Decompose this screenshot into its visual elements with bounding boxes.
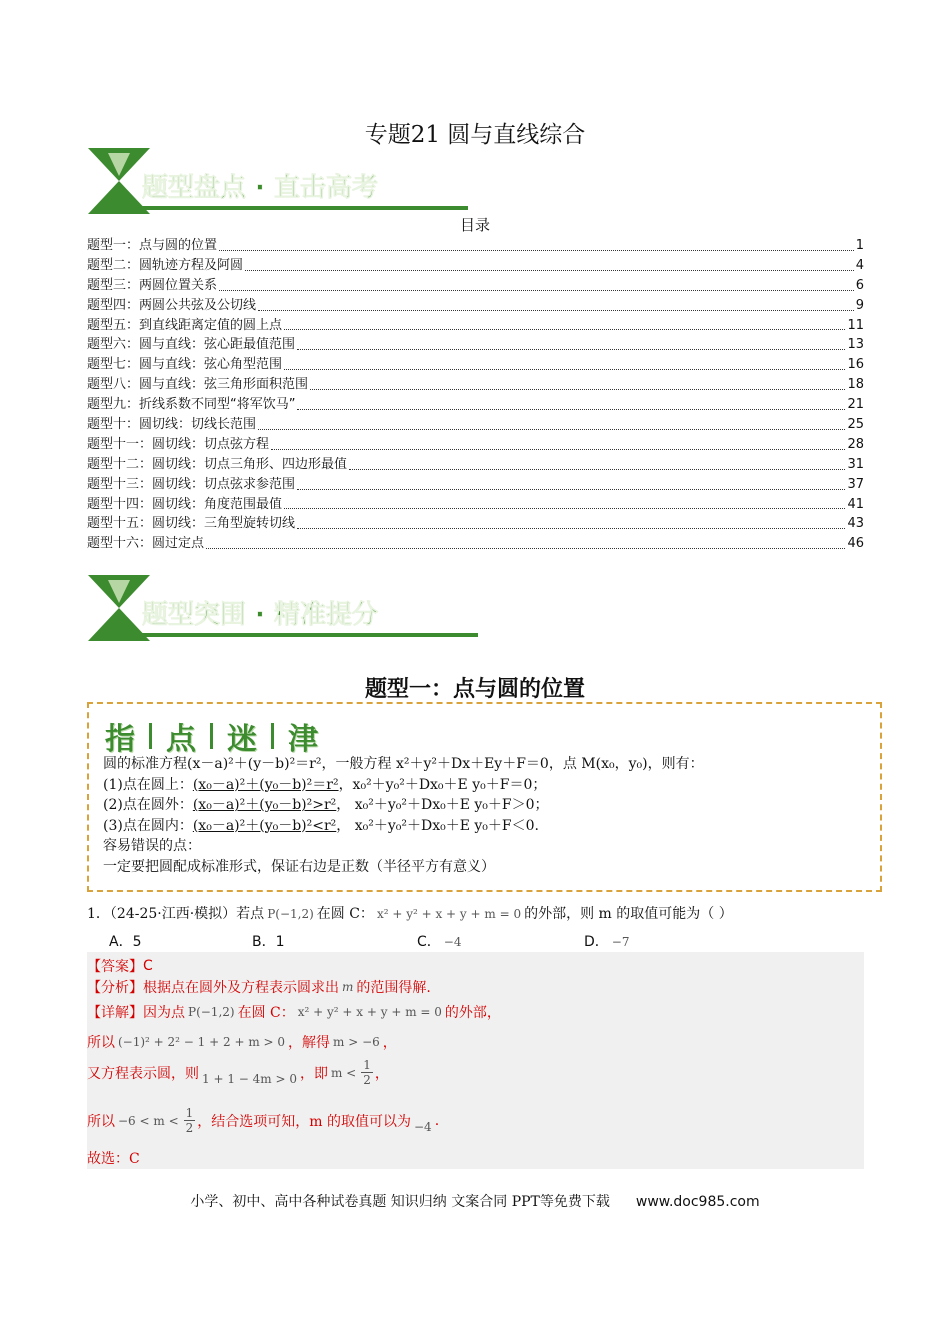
toc-item-label: 题型一：点与圆的位置: [87, 237, 218, 253]
toc-item[interactable]: [87, 514, 864, 534]
toc-item-page: 43: [847, 516, 864, 532]
tip-logo-char: 迷: [227, 722, 257, 757]
toc-title: 目录: [459, 216, 490, 234]
toc-item-label: 题型五：到直线距离定值的圆上点: [87, 317, 283, 333]
toc-item-label: 题型十四：圆切线：角度范围最值: [87, 496, 283, 512]
detail-step-3: 所以 −6 < m < $\frac{1}{2}$ ，结合选项可知，m 的取值可以为 −4 .: [87, 1106, 440, 1135]
toc-item[interactable]: [87, 236, 864, 256]
detail-step-2: 又方程表示圆，则 1 + 1 − 4m > 0 ，即 m < $\frac{1}{2}$ ，: [87, 1058, 389, 1087]
banner-top: [88, 148, 468, 214]
toc-item[interactable]: [87, 276, 864, 296]
tip-logo: [105, 714, 318, 758]
question-point: P(−1,2): [267, 907, 314, 921]
tip-logo-char: 津: [288, 722, 318, 757]
toc-leader: [206, 548, 845, 549]
toc-item-label: 题型七：圆与直线：弦心角型范围: [87, 357, 283, 373]
toc-item-page: 1: [855, 237, 864, 253]
question-number: 1．: [87, 906, 110, 922]
banner-middle-graphic: [88, 575, 478, 641]
toc-item[interactable]: [87, 435, 864, 455]
toc-item-label: 题型八：圆与直线：弦三角形面积范围: [87, 377, 309, 393]
option-c[interactable]: C． −4: [417, 934, 462, 950]
toc-item[interactable]: [87, 475, 864, 495]
toc-item-label: 题型九：折线系数不同型“将军饮马”: [87, 397, 296, 413]
tip-line-prefix: (3)点在圆内：: [103, 817, 193, 834]
footer-url[interactable]: www.doc985.com: [635, 1194, 760, 1210]
answer-line: [87, 956, 153, 976]
answer-box: [87, 952, 864, 1169]
answer-tag: 【答案】: [87, 959, 143, 975]
toc-item-label: 题型十：圆切线：切线长范围: [87, 417, 257, 432]
toc-item[interactable]: [87, 335, 864, 355]
tip-line-rest: ， x₀²＋y₀²＋Dx₀＋E y₀＋F＞0；: [336, 797, 549, 813]
toc-leader: [245, 270, 854, 271]
option-d[interactable]: D． −7: [584, 934, 630, 950]
toc-item-label: 题型六：圆与直线：弦心距最值范围: [87, 337, 296, 353]
toc-item-page: 31: [847, 456, 864, 472]
tip-line-underlined: (x₀－a)²＋(y₀－b)²<r²: [192, 817, 337, 834]
toc-item-page: 37: [847, 476, 864, 492]
tip-line: [103, 775, 870, 796]
tip-line: [103, 816, 870, 837]
toc-item[interactable]: [87, 256, 864, 276]
toc-item-page: 18: [847, 377, 864, 393]
toc-item-page: 4: [855, 257, 864, 273]
question-1: [87, 903, 867, 955]
question-tail: 的外部，则 m 的取值可能为（ ）: [524, 906, 733, 922]
table-of-contents: [87, 236, 864, 554]
toc-item-page: 41: [847, 496, 864, 512]
toc-leader: [219, 250, 854, 251]
toc-item-label: 题型二：圆轨迹方程及阿圆: [87, 257, 244, 273]
toc-leader: [297, 409, 845, 410]
tip-line-rest: ， x₀²＋y₀²＋Dx₀＋E y₀＋F＜0.: [336, 817, 539, 834]
toc-item-page: 25: [847, 417, 864, 432]
analysis-line: 【分析】 根据点在圆外及方程表示圆求出 m 的范围得解.: [87, 977, 431, 997]
toc-item-label: 题型十一：圆切线：切点弦方程: [87, 436, 270, 452]
toc-item[interactable]: [87, 316, 864, 336]
toc-item-page: 11: [847, 317, 864, 333]
tip-logo-char: 指: [105, 722, 135, 757]
tip-line: [103, 795, 870, 816]
question-mid: 在圆 C：: [316, 906, 374, 922]
option-b[interactable]: B．1: [252, 934, 285, 950]
toc-item[interactable]: [87, 455, 864, 475]
toc-leader: [284, 329, 845, 330]
toc-item[interactable]: [87, 495, 864, 515]
fraction: $\frac{1}{2}$: [363, 1058, 371, 1087]
option-a[interactable]: A．5: [109, 934, 142, 950]
toc-item-page: 16: [847, 357, 864, 373]
toc-item-page: 13: [847, 337, 864, 353]
toc-leader: [310, 389, 845, 390]
page-title: 专题21 圆与直线综合: [364, 122, 586, 148]
banner-top-graphic: [88, 148, 468, 214]
toc-leader: [297, 489, 845, 490]
toc-leader: [258, 310, 854, 311]
tip-logo-divider: [149, 723, 152, 749]
toc-item-page: 28: [847, 436, 864, 452]
tip-logo-divider: [271, 723, 274, 749]
tip-line: 一定要把圆配成标准形式，保证右边是正数（半径平方有意义）: [103, 858, 495, 875]
toc-item[interactable]: [87, 375, 864, 395]
section-heading: 题型一：点与圆的位置: [364, 677, 585, 702]
analysis-tag: 【分析】: [87, 980, 143, 996]
tip-line-prefix: (2)点在圆外：: [103, 797, 193, 813]
toc-item-label: 题型三：两圆位置关系: [87, 277, 218, 293]
question-stem: [87, 903, 867, 923]
toc-item-page: 21: [847, 397, 864, 413]
banner-top-text: 题型盘点 · 直击高考: [142, 173, 378, 203]
toc-item[interactable]: [87, 534, 864, 554]
tip-box: [87, 702, 882, 892]
tip-line-underlined: (x₀－a)²＋(y₀－b)²＝r²: [192, 776, 339, 793]
toc-leader: [219, 290, 854, 291]
footer: [0, 1191, 950, 1211]
tip-line-underlined: (x₀－a)²＋(y₀－b)²>r²: [192, 797, 337, 813]
footer-text: 小学、初中、高中各种试卷真题 知识归纳 文案合同 PPT等免费下载: [190, 1194, 610, 1210]
toc-item[interactable]: [87, 296, 864, 316]
toc-item-label: 题型四：两圆公共弦及公切线: [87, 297, 257, 313]
toc-item-page: 6: [855, 277, 864, 293]
toc-leader: [284, 369, 845, 370]
tip-logo-divider: [210, 723, 213, 749]
final-line: 故选：C: [87, 1151, 140, 1167]
detail-step-1: 所以 (−1)² + 2² − 1 + 2 + m > 0 ，解得 m > −6 ，: [87, 1035, 397, 1051]
banner-middle-text: 题型突围 · 精准提分: [142, 600, 378, 630]
toc-item[interactable]: [87, 415, 864, 435]
tip-line: 容易错误的点：: [103, 838, 201, 854]
toc-leader: [349, 469, 845, 470]
toc-item-label: 题型十三：圆切线：切点弦求参范围: [87, 476, 296, 492]
toc-item-page: 46: [847, 536, 864, 552]
tip-line-rest: ，x₀²＋y₀²＋Dx₀＋E y₀＋F＝0；: [338, 776, 547, 793]
fraction: $\frac{1}{2}$: [185, 1106, 194, 1135]
toc-item-label: 题型十六：圆过定点: [87, 536, 205, 552]
toc-item-page: 9: [855, 297, 864, 313]
toc-leader: [297, 528, 845, 529]
toc-item[interactable]: [87, 395, 864, 415]
toc-leader: [284, 508, 845, 509]
toc-leader: [297, 349, 845, 350]
toc-leader: [258, 429, 845, 430]
tip-line-prefix: (1)点在圆上：: [103, 776, 193, 793]
detail-line: 【详解】 因为点 P(−1,2) 在圆 C： x² + y² + x + y + m = 0 的外部，: [87, 1002, 501, 1022]
question-equation: x² + y² + x + y + m = 0: [376, 907, 522, 921]
toc-leader: [271, 449, 845, 450]
tip-content: [103, 754, 870, 877]
tip-logo-char: 点: [166, 722, 196, 757]
toc-item-label: 题型十二：圆切线：切点三角形、四边形最值: [87, 456, 348, 472]
answer-value: C: [143, 958, 153, 974]
question-source: （24-25·江西·模拟）若点: [109, 906, 265, 922]
toc-item-label: 题型十五：圆切线：三角型旋转切线: [87, 516, 296, 532]
banner-middle: [88, 575, 478, 641]
toc-item[interactable]: [87, 355, 864, 375]
tip-line: 圆的标准方程(x－a)²＋(y－b)²＝r²，一般方程 x²＋y²＋Dx＋Ey＋F＝0，点 M(x₀，y₀)，则有：: [103, 756, 704, 772]
detail-tag: 【详解】: [87, 1005, 143, 1021]
